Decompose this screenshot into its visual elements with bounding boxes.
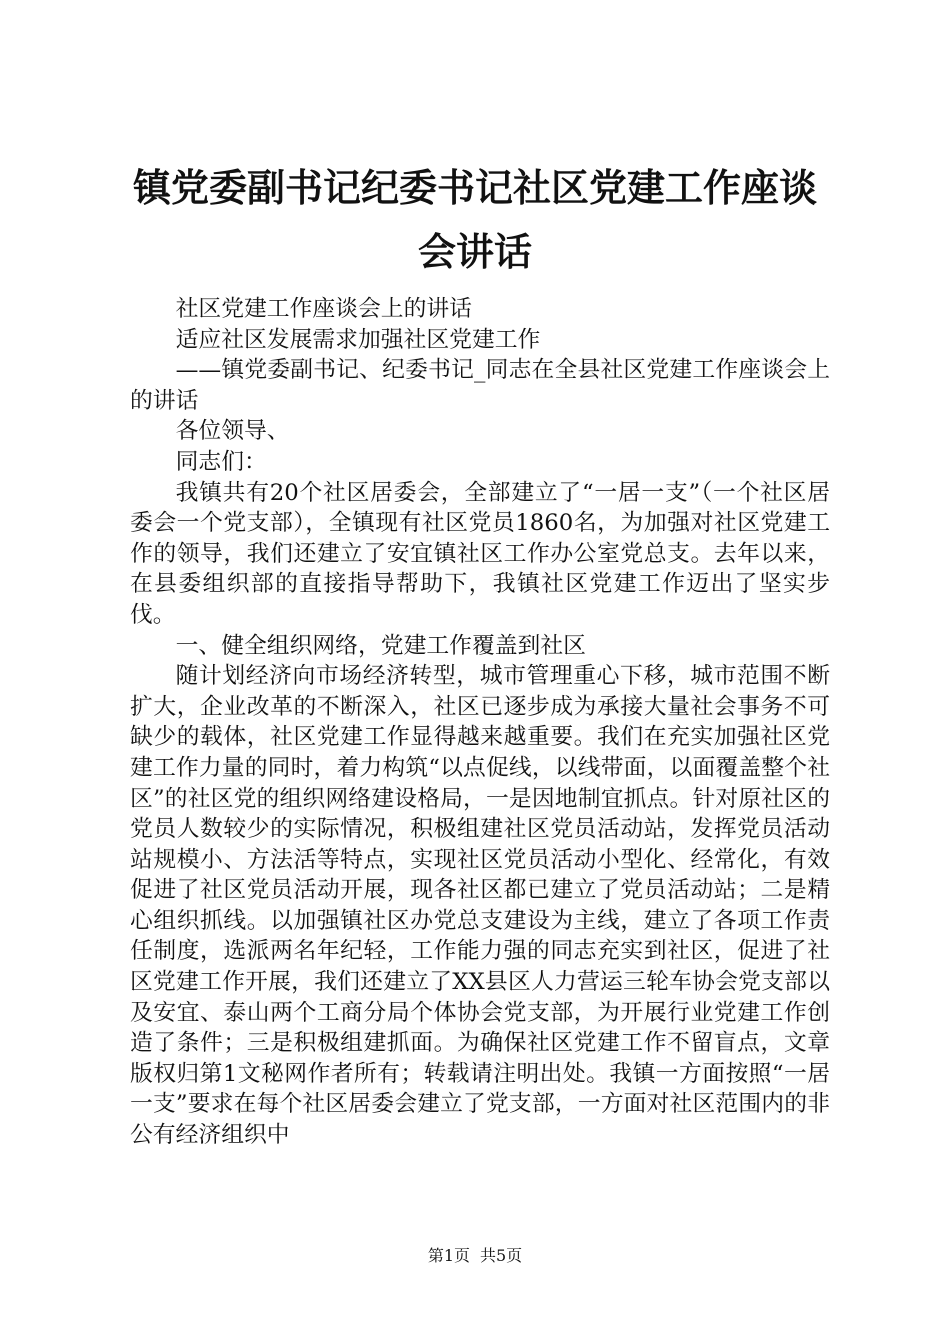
page-number: 第1页 — [427, 1246, 470, 1265]
page-footer — [0, 1246, 950, 1266]
paragraph-byline: ——镇党委副书记、纪委书记_同志在全县社区党建工作座谈会上的讲话 — [130, 357, 830, 414]
paragraph-headline: 适应社区发展需求加强社区党建工作 — [175, 326, 541, 353]
paragraph-salutation-1: 各位领导、 — [175, 418, 290, 445]
paragraph-section-body: 随计划经济向市场经济转型，城市管理重心下移，城市范围不断扩大，企业改革的不断深入，社区已逐步成为承接大量社会事务不可缺少的载体，社区党建工作显得越来越重要。我们在充实加强社区党建工作力量的同时，着力构筑“以点促线，以线带面，以面覆盖整个社区”的社区党的组织网络建设格局，一是因地制宜抓点。针对原社区的党员人数较少的实际情况，积极组建社区党员活动站，发挥党员活动站规模小、方法活等特点，实现社区党员活动小型化、经常化，有效促进了社区党员活动开展，现各社区都已建立了党员活动站；二是精心组织抓线。以加强镇社区办党总支建设为主线，建立了各项工作责任制度，选派两名年纪轻，工作能力强的同志充实到社区，促进了社区党建工作开展，我们还建立了XX县区人力营运三轮车协会党支部以及安宜、泰山两个工商分局个体协会党支部，为开展行业党建工作创造了条件；三是积极组建抓面。为确保社区党建工作不留盲点，文章版权归第1文秘网作者所有；转载请注明出处。我镇一方面按照“一居一支”要求在每个社区居委会建立了党支部，一方面对社区范围内的非公有经济组织中 — [130, 663, 830, 1149]
paragraph-subtitle: 社区党建工作座谈会上的讲话 — [175, 296, 472, 322]
paragraph-intro: 我镇共有20个社区居委会，全部建立了“一居一支”（一个社区居委会一个党支部），全镇现有社区党员1860名，为加强对社区党建工作的领导，我们还建立了安宜镇社区工作办公室党总支。去年以来，在县委组织部的直接指导帮助下，我镇社区党建工作迈出了坚实步伐。 — [130, 479, 830, 628]
document-title: 镇党委副书记纪委书记社区党建工作座谈会讲话 — [132, 165, 817, 274]
paragraph-section-heading: 一、健全组织网络，党建工作覆盖到社区 — [175, 632, 586, 659]
paragraph-salutation-2: 同志们： — [175, 448, 267, 475]
document-body — [130, 294, 830, 1151]
page-total: 共5页 — [480, 1246, 523, 1265]
